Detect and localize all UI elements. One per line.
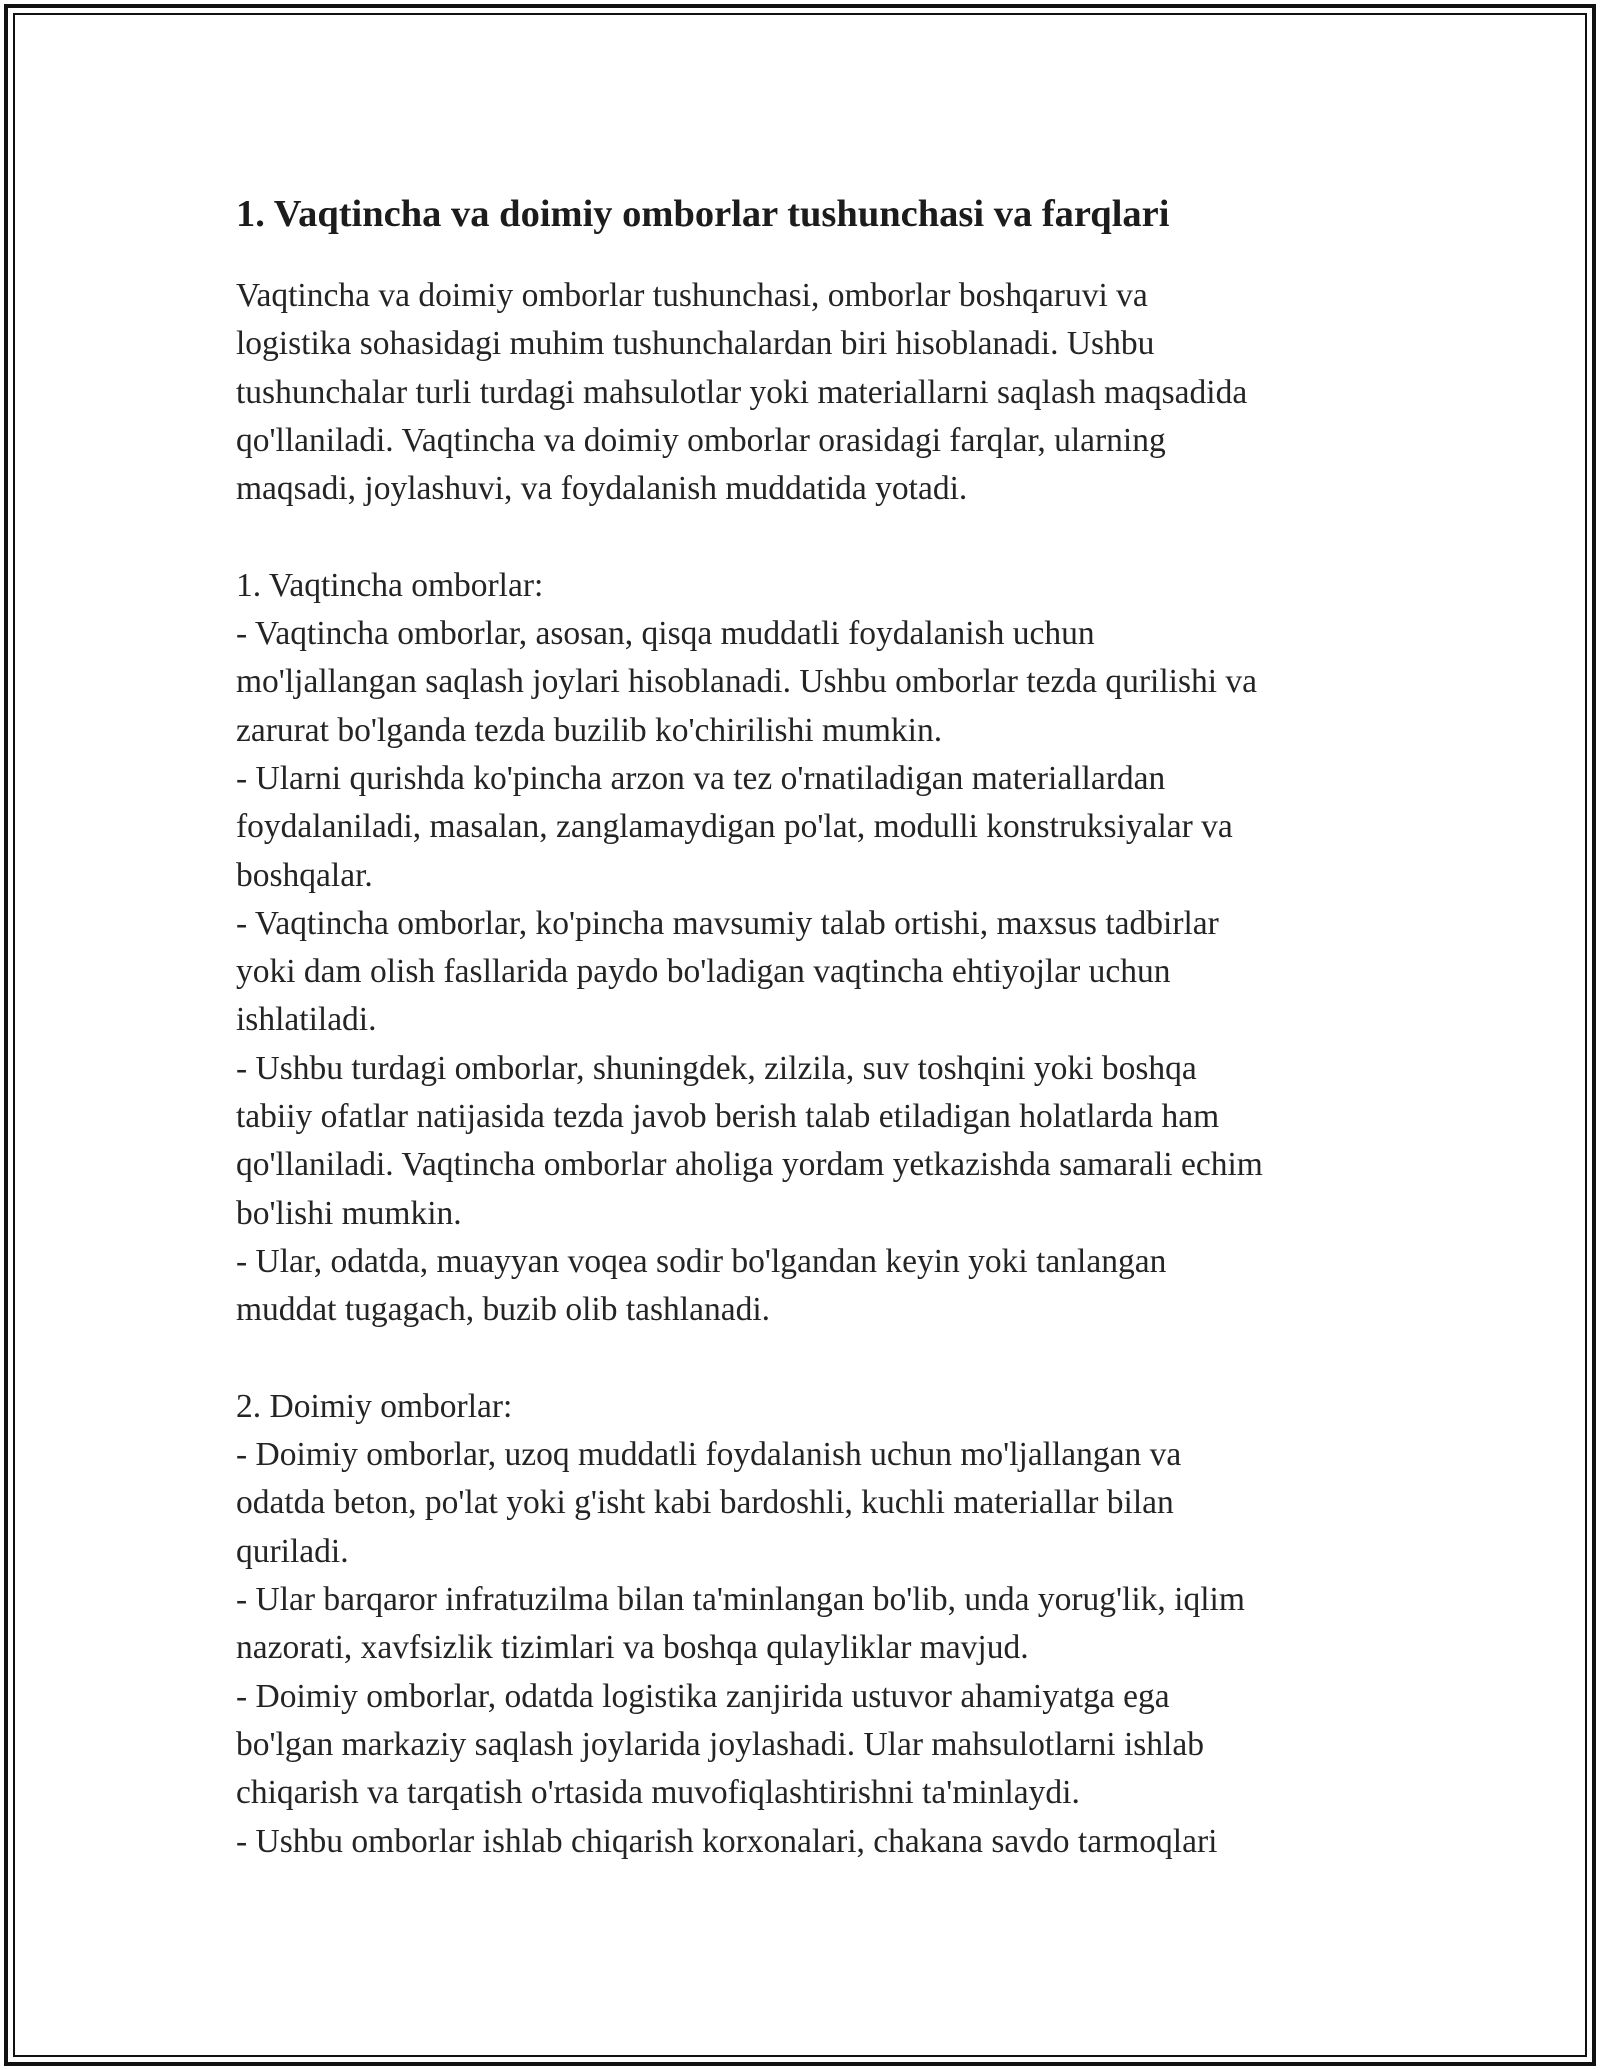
section-line: mo'ljallangan saqlash joylari hisoblanadi. Ushbu omborlar tezda qurilishi va (236, 663, 1258, 701)
section-line: foydalaniladi, masalan, zanglamaydigan po'lat, modulli konstruksiyalar va (236, 808, 1233, 846)
document-body (236, 186, 1376, 1866)
section-line: bo'lishi mumkin. (236, 1194, 462, 1232)
section-line: - Doimiy omborlar, odatda logistika zanjirida ustuvor ahamiyatga ega (236, 1677, 1170, 1715)
section-line: - Vaqtincha omborlar, ko'pincha mavsumiy talab ortishi, maxsus tadbirlar (236, 904, 1219, 942)
section-line: chiqarish va tarqatish o'rtasida muvofiqlashtirishni ta'minlaydi. (236, 1774, 1080, 1812)
paragraph-spacer (236, 1335, 1376, 1383)
section-line: - Doimiy omborlar, uzoq muddatli foydalanish uchun mo'ljallangan va (236, 1436, 1182, 1474)
section-permanent-warehouses (236, 1383, 1376, 1866)
section-line: bo'lgan markaziy saqlash joylarida joylashadi. Ular mahsulotlarni ishlab (236, 1725, 1204, 1763)
section-line: qo'llaniladi. Vaqtincha omborlar aholiga yordam yetkazishda samarali echim (236, 1146, 1263, 1184)
section-line: boshqalar. (236, 856, 373, 894)
section-line: nazorati, xavfsizlik tizimlari va boshqa qulayliklar mavjud. (236, 1629, 1029, 1667)
section-line: yoki dam olish fasllarida paydo bo'ladigan vaqtincha ehtiyojlar uchun (236, 953, 1171, 991)
intro-line: logistika sohasidagi muhim tushunchalardan biri hisoblanadi. Ushbu (236, 325, 1155, 363)
paragraph-spacer (236, 513, 1376, 561)
document-heading: 1. Vaqtincha va doimiy omborlar tushunchasi va farqlari (236, 193, 1170, 235)
section-line: - Ushbu turdagi omborlar, shuningdek, zilzila, suv toshqini yoki boshqa (236, 1049, 1197, 1087)
section-line: odatda beton, po'lat yoki g'isht kabi bardoshli, kuchli materiallar bilan (236, 1484, 1174, 1522)
section-line: ishlatiladi. (236, 1001, 377, 1039)
section-line: quriladi. (236, 1532, 349, 1570)
section-line: muddat tugagach, buzib olib tashlanadi. (236, 1291, 771, 1329)
section-title: 2. Doimiy omborlar: (236, 1387, 513, 1425)
intro-paragraph (236, 272, 1376, 513)
section-title: 1. Vaqtincha omborlar: (236, 566, 544, 604)
section-line: zarurat bo'lganda tezda buzilib ko'chirilishi mumkin. (236, 711, 943, 749)
section-line: - Ularni qurishda ko'pincha arzon va tez o'rnatiladigan materiallardan (236, 759, 1166, 797)
intro-line: Vaqtincha va doimiy omborlar tushunchasi, omborlar boshqaruvi va (236, 277, 1148, 314)
section-line: - Ushbu omborlar ishlab chiqarish korxonalari, chakana savdo tarmoqlari (236, 1822, 1218, 1860)
section-line: - Vaqtincha omborlar, asosan, qisqa muddatli foydalanish uchun (236, 615, 1095, 653)
section-line: - Ular barqaror infratuzilma bilan ta'minlangan bo'lib, unda yorug'lik, iqlim (236, 1581, 1245, 1619)
section-line: - Ular, odatda, muayyan voqea sodir bo'lgandan keyin yoki tanlangan (236, 1242, 1167, 1280)
section-temporary-warehouses (236, 562, 1376, 1335)
section-line: tabiiy ofatlar natijasida tezda javob berish talab etiladigan holatlarda ham (236, 1098, 1220, 1136)
intro-line: maqsadi, joylashuvi, va foydalanish muddatida yotadi. (236, 470, 968, 508)
intro-line: tushunchalar turli turdagi mahsulotlar yoki materiallarni saqlash maqsadida (236, 373, 1248, 411)
intro-line: qo'llaniladi. Vaqtincha va doimiy omborlar orasidagi farqlar, ularning (236, 421, 1166, 459)
